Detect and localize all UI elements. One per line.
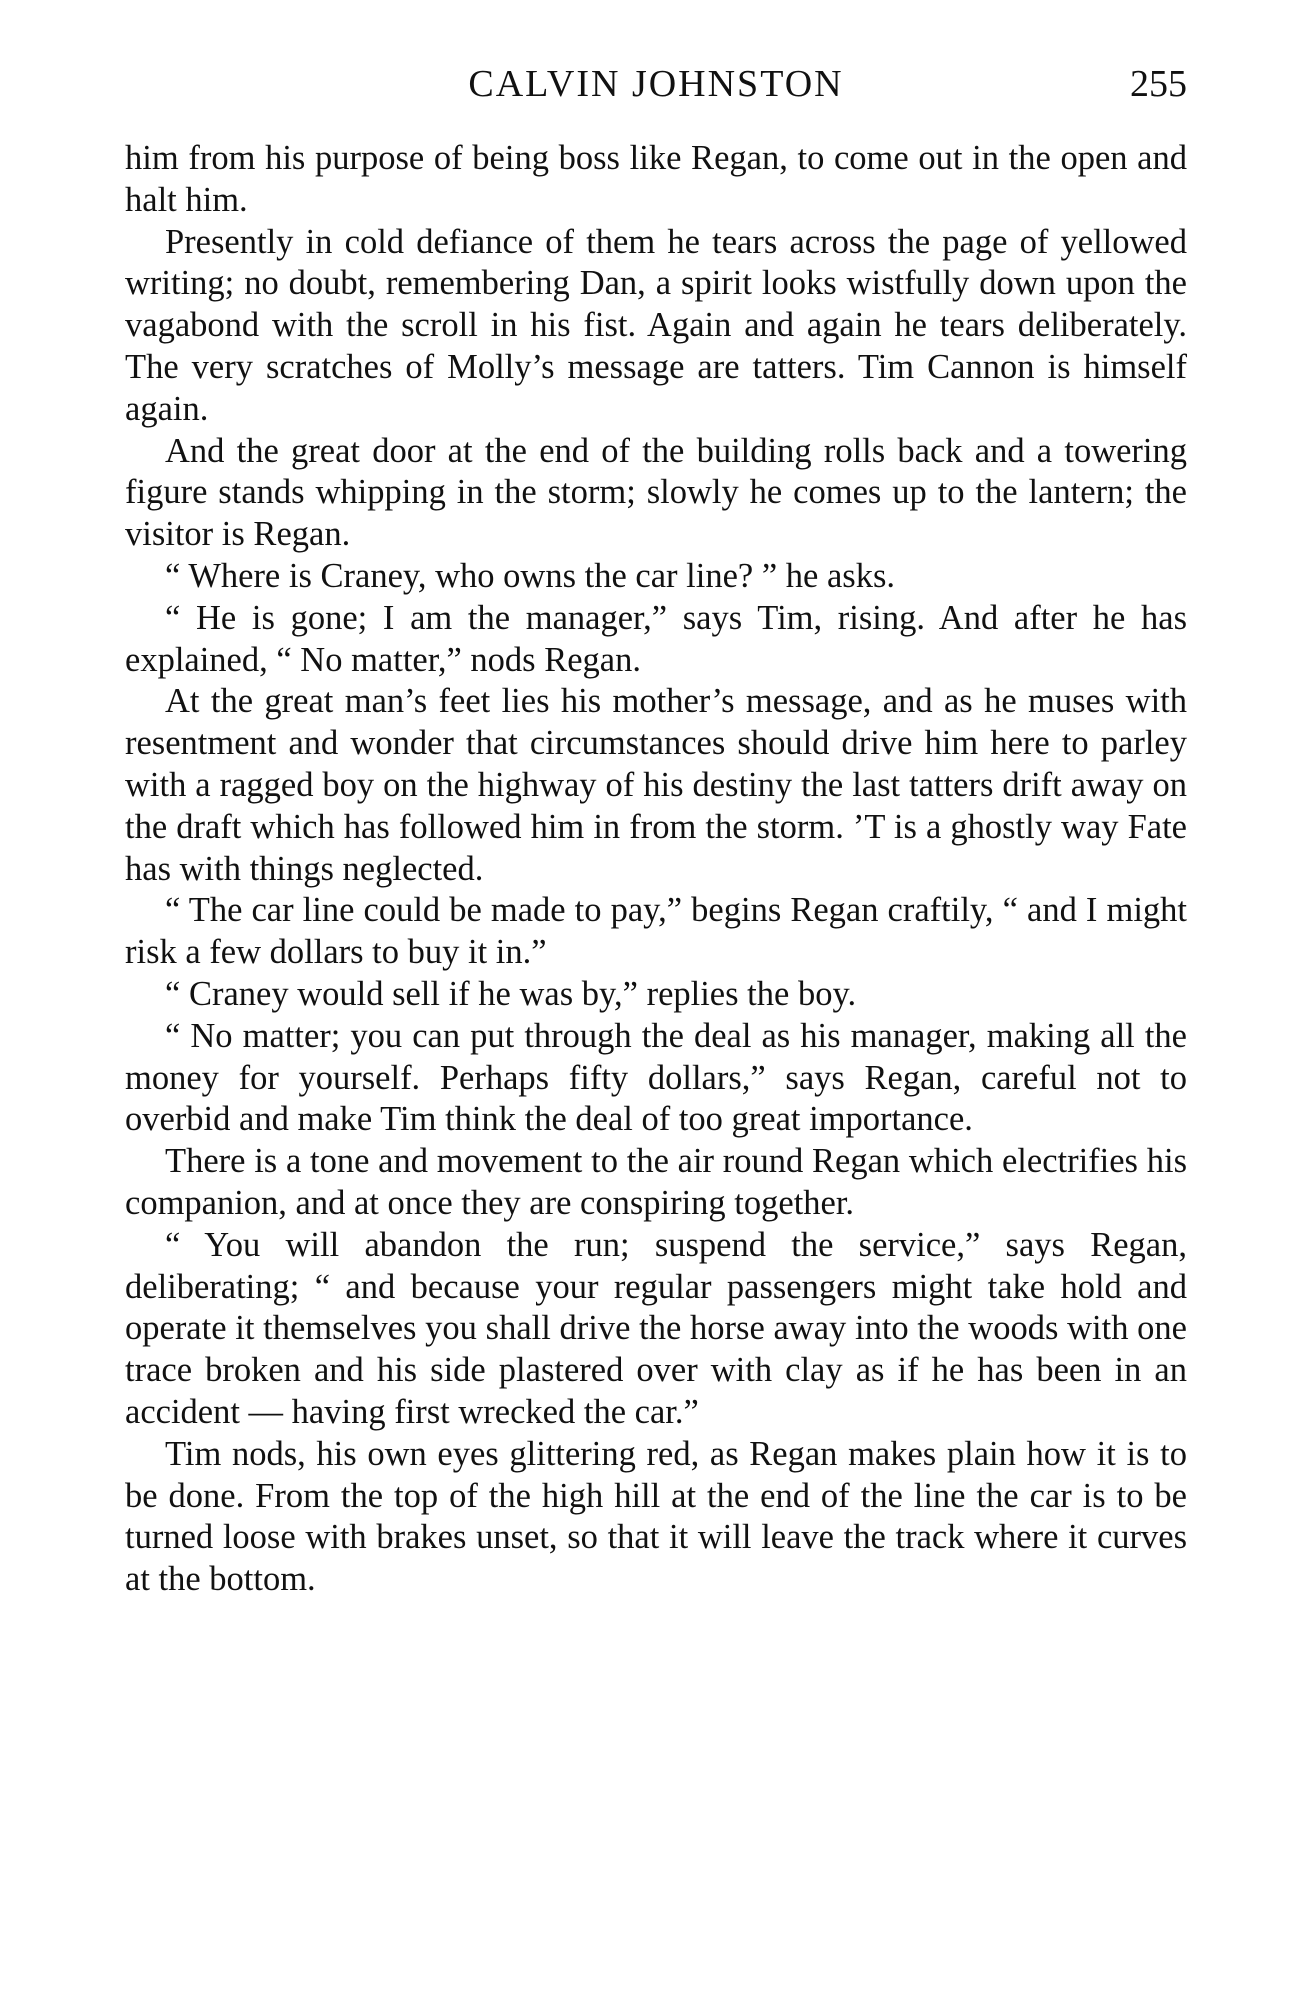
paragraph: There is a tone and movement to the air round Regan which electrifies his companion, and at once they are conspiring together.: [125, 1142, 1187, 1222]
paragraph: Tim nods, his own eyes glittering red, as Regan makes plain how it is to be done. From the top of the high hill at the end of the line the car is to be turned loose with brakes unset, so that it will leave the track where it curves at the bottom.: [125, 1434, 1187, 1599]
paragraph: “ No matter; you can put through the deal as his manager, making all the money for yourself. Perhaps fifty dollars,” says Regan, careful not to overbid and make Tim think the deal of too great importance.: [125, 1016, 1187, 1139]
paragraph: “ Where is Craney, who owns the car line? ” he asks.: [165, 556, 895, 595]
paragraph: “ He is gone; I am the manager,” says Tim, rising. And after he has explained, “ No matter,” nods Regan.: [125, 598, 1187, 679]
body-text: [125, 138, 1187, 1601]
running-head: [125, 58, 1187, 110]
paragraph: At the great man’s feet lies his mother’s message, and as he muses with resentment and wonder that circumstances should drive him here to parley with a ragged boy on the highway of his destiny the last tatters drift away on the draft which has followed him in from the storm. ’T is a ghostly way Fate has with things neglected.: [125, 682, 1187, 888]
page-number: 255: [1130, 63, 1187, 105]
paragraph: him from his purpose of being boss like Regan, to come out in the open and halt him.: [125, 139, 1187, 219]
paragraph: “ You will abandon the run; suspend the service,” says Regan, deliberating; “ and because your regular passengers might take hold and operate it themselves you shall drive the horse away into the woods with one trace broken and his side plastered over with clay as if he has been in an accident — having first wrecked the car.”: [125, 1225, 1187, 1431]
paragraph: And the great door at the end of the building rolls back and a towering figure stands whipping in the storm; slowly he comes up to the lantern; the visitor is Regan.: [125, 431, 1187, 554]
running-title: CALVIN JOHNSTON: [468, 63, 844, 105]
paragraph: “ The car line could be made to pay,” begins Regan craftily, “ and I might risk a few dollars to buy it in.”: [125, 891, 1187, 972]
paragraph: Presently in cold defiance of them he tears across the page of yellowed writing; no doubt, remembering Dan, a spirit looks wistfully down upon the vagabond with the scroll in his fist. Again and again he tears deliberately. The very scratches of Molly’s message are tatters. Tim Cannon is himself again.: [125, 222, 1187, 428]
paragraph: “ Craney would sell if he was by,” replies the boy.: [165, 974, 857, 1013]
